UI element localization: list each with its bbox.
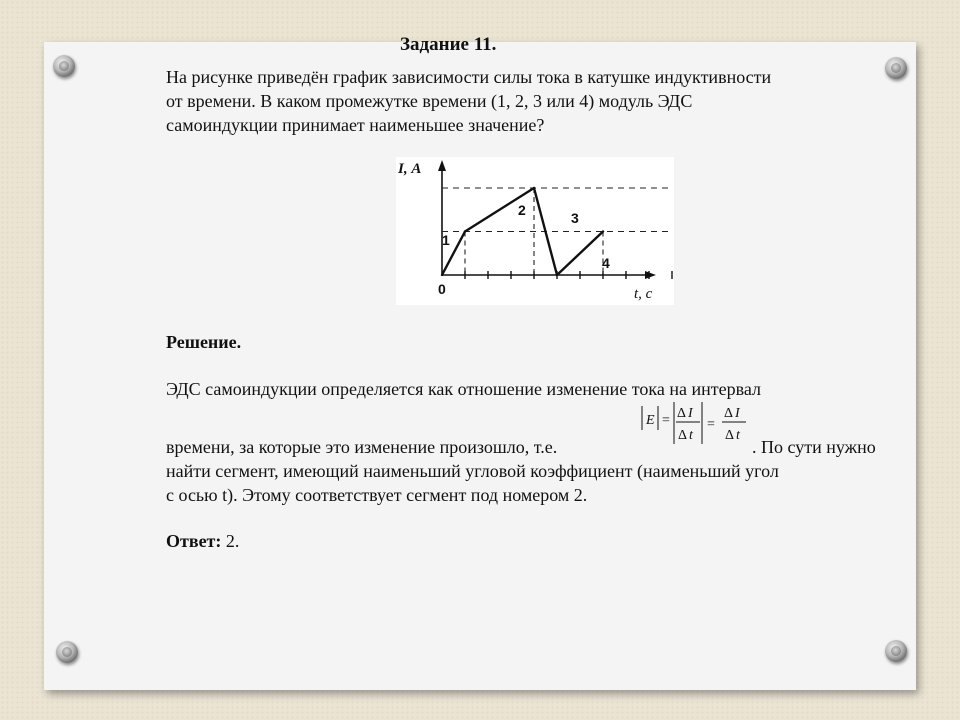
segment-label-1: 1: [442, 232, 450, 248]
answer-line: [166, 530, 239, 552]
emf-formula: [640, 400, 750, 450]
formula-emf: E: [646, 413, 655, 428]
origin-label: 0: [438, 281, 446, 297]
solution-line-2-post: . По сути нужно: [752, 437, 876, 457]
answer-label: Ответ:: [166, 531, 222, 551]
pin-top-right-icon: [885, 57, 907, 79]
formula-t-1: t: [689, 428, 693, 443]
slide-card: [44, 42, 916, 690]
formula-i-1: I: [688, 406, 693, 421]
x-axis-arrow: [645, 271, 656, 279]
segment-label-4: 4: [602, 255, 610, 271]
formula-equals-1: =: [662, 413, 670, 428]
segment-label-3: 3: [571, 210, 579, 226]
current-segment-4: [557, 232, 603, 276]
question-line-3: самоиндукции принимает наименьшее значение?: [166, 115, 545, 135]
formula-delta-i-1: Δ: [677, 406, 687, 421]
question-line-2: от времени. В каком промежутке времени (1, 2, 3 или 4) модуль ЭДС: [166, 91, 693, 111]
y-axis-label: I, А: [398, 161, 422, 177]
solution-line-4: с осью t). Этому соответствует сегмент под номером 2.: [166, 485, 588, 505]
question-line-1: На рисунке приведён график зависимости силы тока в катушке индуктивности: [166, 67, 772, 87]
formula-delta-t-2: Δ: [725, 428, 735, 443]
x-axis-label: t, с: [634, 286, 653, 302]
answer-value: 2.: [221, 531, 240, 551]
solution-line-2-pre: времени, за которые это изменение произошло, т.е.: [166, 437, 558, 457]
pin-bottom-left-icon: [56, 641, 78, 663]
solution-line-3: найти сегмент, имеющий наименьший угловой коэффициент (наименьший угол: [166, 461, 779, 481]
solution-line-1: ЭДС самоиндукции определяется как отношение изменение тока на интервал: [166, 379, 761, 399]
formula-equals-2: =: [707, 417, 715, 432]
segment-label-2: 2: [518, 202, 526, 218]
formula-delta-i-2: Δ: [724, 406, 734, 421]
formula-i-2: I: [735, 406, 740, 421]
chart-svg: [396, 157, 674, 305]
task-title: Задание 11.: [400, 34, 497, 55]
formula-t-2: t: [736, 428, 740, 443]
solution-heading: Решение.: [166, 332, 242, 352]
formula-delta-t-1: Δ: [678, 428, 688, 443]
y-axis-arrow: [438, 160, 446, 171]
current-time-graph: [396, 157, 674, 305]
pin-bottom-right-icon: [885, 640, 907, 662]
pin-top-left-icon: [53, 55, 75, 77]
